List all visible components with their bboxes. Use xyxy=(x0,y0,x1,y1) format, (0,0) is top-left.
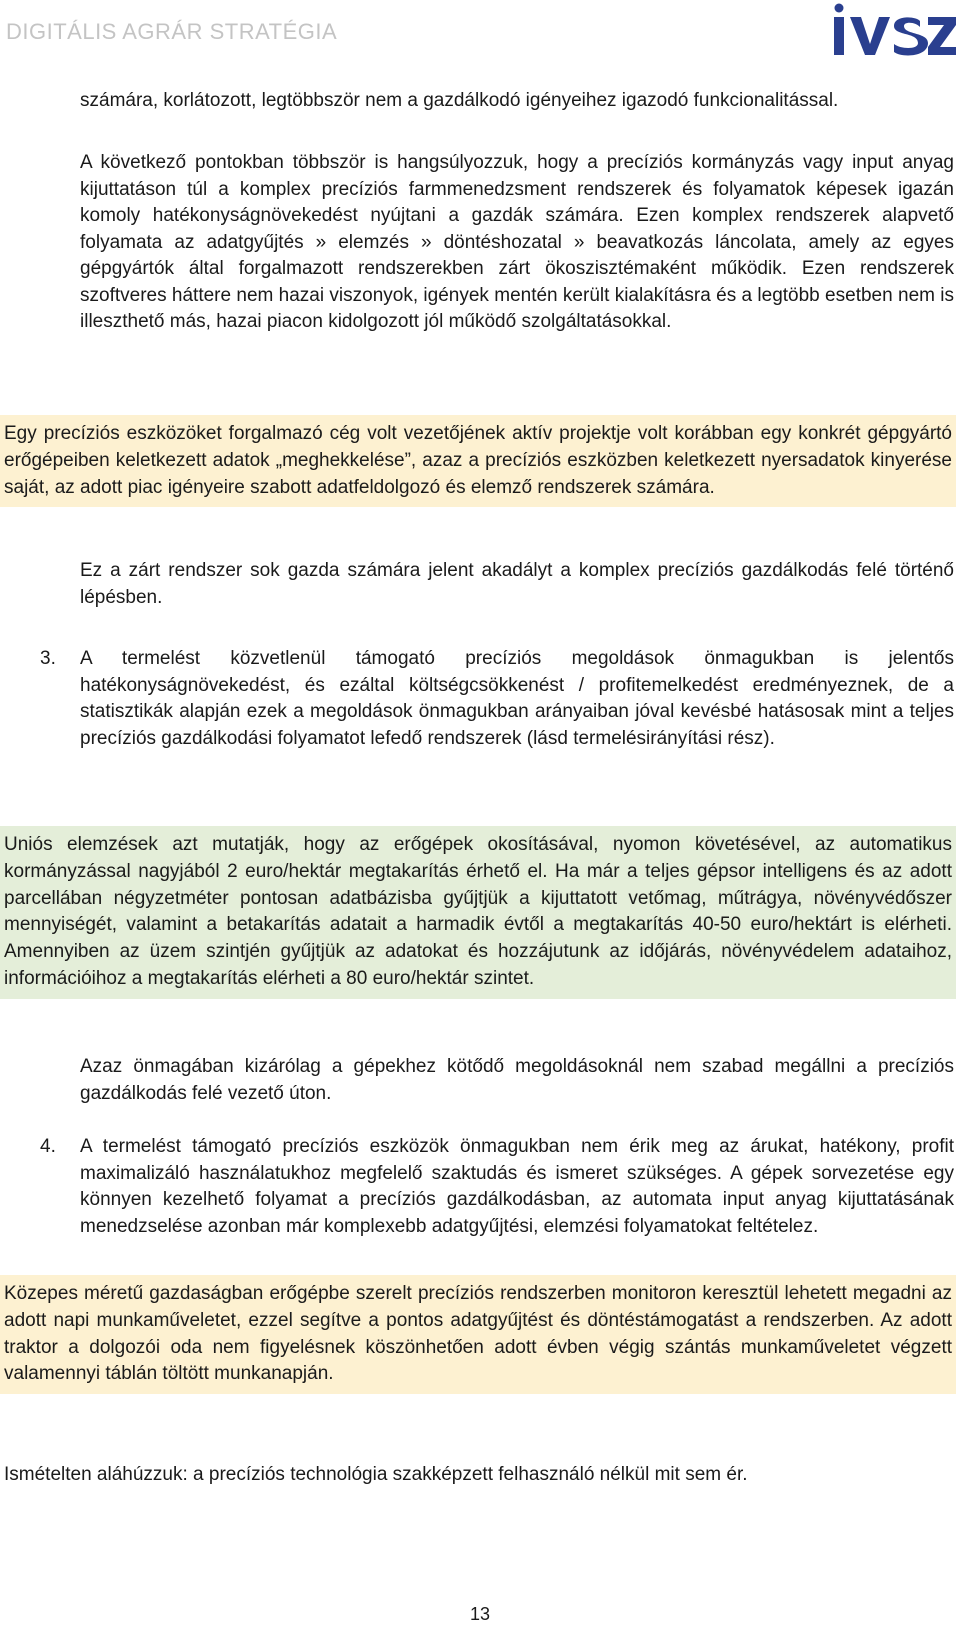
case-study-box-tractor xyxy=(0,1275,956,1394)
paragraph-conclusion: Azaz önmagában kizárólag a gépekhez kötődő megoldásoknál nem szabad megállni a precíziós gazdálkodás felé vezető úton. xyxy=(80,1056,954,1104)
page-header xyxy=(0,0,960,60)
eu-analysis-text: Uniós elemzések azt mutatják, hogy az erőgépek okosításával, nyomon követésével, az automatikus kormányzással nagyjából 2 euro/hektár megtakarítás érhető el. Ha már a teljes gépsor intelligens és az adott parcellában négyzetméter pontosan adatbázisba gyűjtjük a kijuttatott vetőmag, műtrágya, növényvédőszer mennyiségét, valamint a betakarítás adatait a harmadik évtől a megtakarítás 40-50 euro/hektárt is elérheti. Amennyiben az üzem szintjén gyűjtjük az adatokat és hozzájutunk az időjárás, növényvédelem adataihoz, információihoz a megtakarítás elérheti a 80 euro/hektár szintet. xyxy=(4,834,952,989)
list-item-text: A termelést közvetlenül támogató precíziós megoldások önmagukban is jelentős hatékonyságnövekedést, és ezáltal költségcsökkenést / profitemelkedést eredményeznek, de a statisztikák alapján ezek a megoldások önmagukban arányaiban jóval kevésbé hatásosak mint a teljes precíziós gazdálkodási folyamatot lefedő rendszerek (lásd termelésirányítási rész). xyxy=(80,648,954,749)
page-number: 13 xyxy=(469,1604,491,1624)
list-number: 3. xyxy=(40,648,56,669)
list-number: 4. xyxy=(40,1136,56,1157)
header-title: DIGITÁLIS AGRÁR STRATÉGIA xyxy=(6,19,338,44)
paragraph-closed-ecosystem: A következő pontokban többször is hangsúlyozzuk, hogy a precíziós kormányzás vagy input anyag kijuttatáson túl a komplex precíziós farmmenedzsment rendszerek és folyamatok képesek igazán komoly hatékonyságnövekedést nyújtani a gazdák számára. Ezen komplex rendszerek alapvető folyamata az adatgyűjtés » elemzés » döntéshozatal » beavatkozás láncolata, amely az egyes gépgyártók által forgalmazott rendszerekben zárt ökoszisztémaként működik. Ezen rendszerek szoftveres háttere nem hazai viszonyok, igények mentén került kialakításra és a legtöbb esetben nem is illeszthető más, hazai piacon kidolgozott jól működő szolgáltatásokkal. xyxy=(80,152,954,332)
paragraph-continuation: számára, korlátozott, legtöbbször nem a gazdálkodó igényeihez igazodó funkcionalitással. xyxy=(80,90,839,111)
list-item-text: A termelést támogató precíziós eszközök önmagukban nem érik meg az árukat, hatékony, profit maximalizáló használatukhoz megfelelő szaktudás és ismeret szükséges. A gépek sorvezetése egy könnyen kezelhető folyamat a precíziós gazdálkodásban, az automata input anyag kijuttatásának menedzselése azonban már komplexebb adatgyűjtési, elemzési folyamatokat feltételez. xyxy=(80,1136,954,1237)
paragraph-emphasis: Ismételten aláhúzzuk: a precíziós technológia szakképzett felhasználó nélkül mit sem ér. xyxy=(4,1464,748,1485)
ivsz-logo xyxy=(828,2,956,58)
case-study-text: Közepes méretű gazdaságban erőgépbe szerelt precíziós rendszerben monitoron keresztül lehetett megadni az adott napi munkaműveletet, ezzel segítve a pontos adatgyűjtést és döntéstámogatást a rendszerben. Az adott traktor a dolgozói oda nem figyelésnek köszönhetően adott évben végig szántás munkaműveletet végzett valamennyi táblán töltött munkanapján. xyxy=(4,1283,952,1385)
eu-analysis-box xyxy=(0,826,956,999)
paragraph-closed-system: Ez a zárt rendszer sok gazda számára jelent akadályt a komplex precíziós gazdálkodás felé történő lépésben. xyxy=(80,560,954,608)
case-study-text: Egy precíziós eszközöket forgalmazó cég volt vezetőjének aktív projektje volt korábban egy konkrét gépgyártó erőgépeiben keletkezett adatok „meghekkelése”, azaz a precíziós eszközben keletkezett nyersadatok kinyerése saját, az adott piac igényeire szabott adatfeldolgozó és elemző rendszerek számára. xyxy=(4,423,952,498)
case-study-box-hacking xyxy=(0,415,956,507)
